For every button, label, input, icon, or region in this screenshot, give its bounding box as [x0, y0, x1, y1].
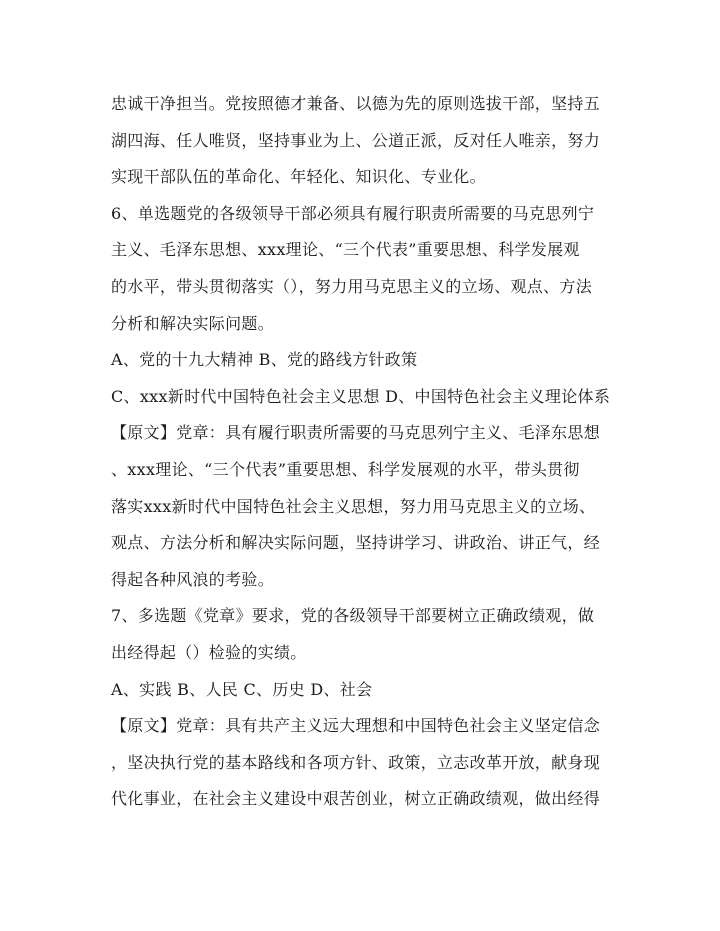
- question-6-source-line: 、xxx理论、“三个代表”重要思想、科学发展观的水平，带头贯彻: [111, 459, 580, 479]
- question-6-stem-line: 的水平，带头贯彻落实（），努力用马克思主义的立场、观点、方法: [111, 276, 593, 296]
- question-6-stem-line: 分析和解决实际问题。: [111, 313, 275, 333]
- question-7-stem-line: 出经得起（）检验的实绩。: [111, 642, 307, 662]
- body-text-line: 实现干部队伍的革命化、年轻化、知识化、专业化。: [111, 167, 486, 187]
- question-6-stem-line: 6、单选题党的各级领导干部必须具有履行职责所需要的马克思列宁: [111, 203, 595, 223]
- question-7-stem-line: 7、多选题《党章》要求，党的各级领导干部要树立正确政绩观，做: [111, 606, 595, 626]
- question-7-source-line: 代化事业，在社会主义建设中艰苦创业，树立正确政绩观，做出经得: [111, 789, 601, 809]
- question-6-stem-line: 主义、毛泽东思想、xxx理论、“三个代表”重要思想、科学发展观: [111, 240, 580, 260]
- question-7-source-line: 【原文】党章：具有共产主义远大理想和中国特色社会主义坚定信念: [111, 716, 601, 736]
- question-6-source-line: 【原文】党章：具有履行职责所需要的马克思列宁主义、毛泽东思想: [111, 423, 601, 443]
- question-6-source-line: 观点、方法分析和解决实际问题，坚持讲学习、讲政治、讲正气，经: [111, 533, 601, 553]
- body-text-line: 忠诚干净担当。党按照德才兼备、以德为先的原则选拔干部，坚持五: [111, 94, 601, 113]
- question-6-options-line: A、党的十九大精神 B、党的路线方针政策: [111, 350, 418, 370]
- question-7-source-line: ，坚决执行党的基本路线和各项方针、政策，立志改革开放，献身现: [111, 752, 601, 772]
- question-6-options-line: C、xxx新时代中国特色社会主义思想 D、中国特色社会主义理论体系: [111, 386, 611, 406]
- question-6-source-line: 得起各种风浪的考验。: [111, 569, 275, 589]
- question-7-options-line: A、实践 B、人民 C、历史 D、社会: [111, 679, 373, 699]
- document-body: [111, 86, 611, 818]
- body-text-line: 湖四海、任人唯贤，坚持事业为上、公道正派，反对任人唯亲，努力: [111, 130, 601, 150]
- question-6-source-line: 落实xxx新时代中国特色社会主义思想，努力用马克思主义的立场、: [111, 496, 596, 516]
